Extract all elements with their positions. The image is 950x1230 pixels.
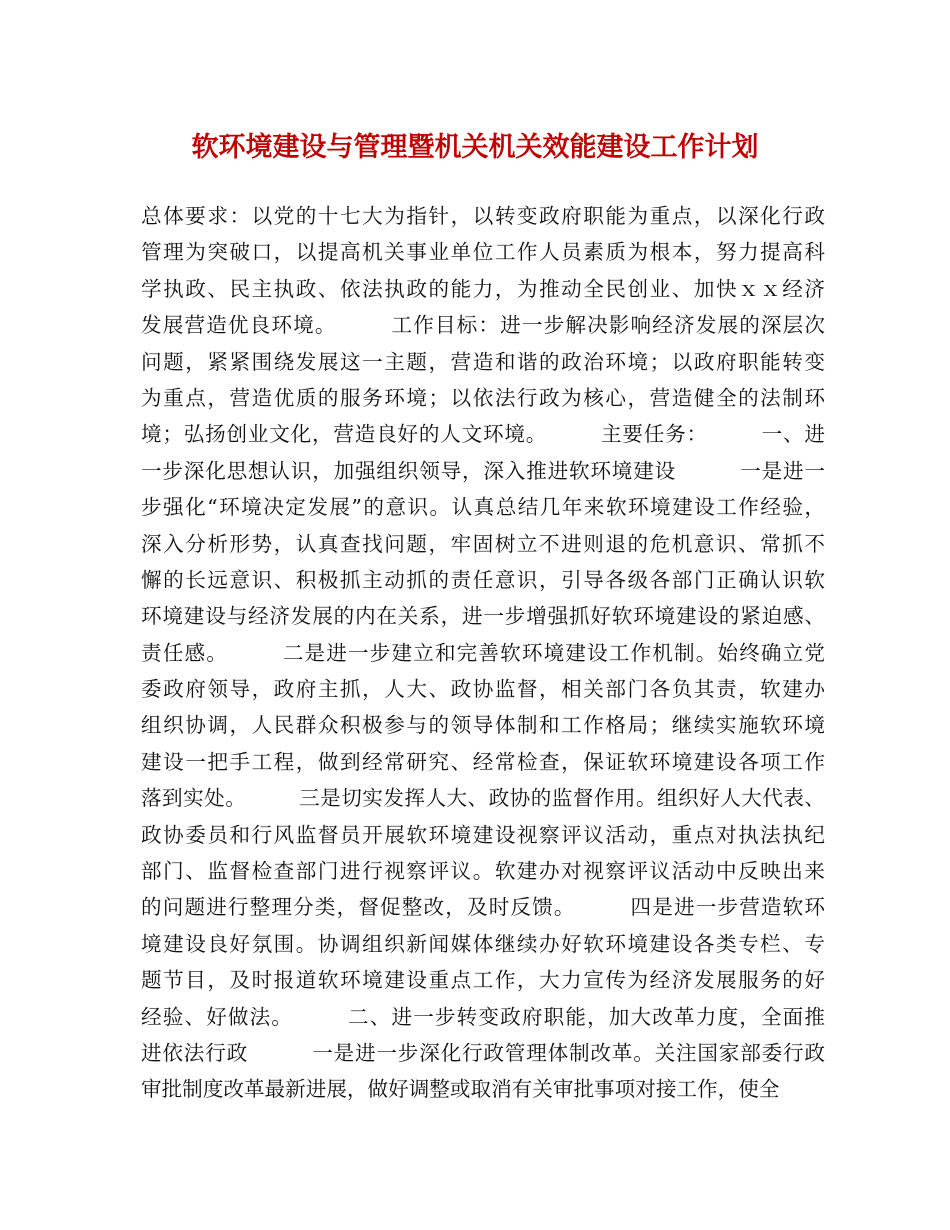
body-line: 责任感。 二是进一步建立和完善软环境建设工作机制。始终确立党 [141,640,825,665]
body-line: 部门、监督检查部门进行视察评议。软建办对视察评议活动中反映出来 [141,859,825,884]
body-line: 环境建设与经济发展的内在关系，进一步增强抓好软环境建设的紧迫感、 [141,604,825,629]
body-line: 为重点，营造优质的服务环境；以依法行政为核心，营造健全的法制环 [141,385,825,410]
body-line: 的问题进行整理分类，督促整改，及时反馈。 四是进一步营造软环 [141,895,825,920]
body-line: 学执政、民主执政、依法执政的能力，为推动全民创业、加快ｘｘ经济 [141,276,825,301]
body-line: 管理为突破口，以提高机关事业单位工作人员素质为根本，努力提高科 [141,240,825,265]
document-title: 软环境建设与管理暨机关机关效能建设工作计划 [191,132,759,163]
body-line: 落到实处。 三是切实发挥人大、政协的监督作用。组织好人大代表、 [141,786,825,811]
body-line: 懈的长远意识、积极抓主动抓的责任意识，引导各级各部门正确认识软 [141,567,825,592]
body-line: 进依法行政 一是进一步深化行政管理体制改革。关注国家部委行政 [141,1040,825,1065]
body-line: 审批制度改革最新进展，做好调整或取消有关审批事项对接工作，使全 [141,1077,780,1102]
body-line: 一步深化思想认识，加强组织领导，深入推进软环境建设 一是进一 [141,458,825,483]
body-line: 发展营造优良环境。 工作目标：进一步解决影响经济发展的深层次 [141,313,825,338]
body-line: 组织协调，人民群众积极参与的领导体制和工作格局；继续实施软环境 [141,713,825,738]
document-body [141,198,825,1108]
body-line: 政协委员和行风监督员开展软环境建设视察评议活动，重点对执法执纪 [141,822,825,847]
body-line: 经验、好做法。 二、进一步转变政府职能，加大改革力度，全面推 [141,1004,825,1029]
body-line: 建设一把手工程，做到经常研究、经常检查，保证软环境建设各项工作 [141,749,825,774]
body-line: 题节目，及时报道软环境建设重点工作，大力宣传为经济发展服务的好 [141,968,825,993]
body-line: 境建设良好氛围。协调组织新闻媒体继续办好软环境建设各类专栏、专 [141,931,825,956]
body-line: 问题，紧紧围绕发展这一主题，营造和谐的政治环境；以政府职能转变 [141,349,825,374]
body-line: 境；弘扬创业文化，营造良好的人文环境。 主要任务： 一、进 [141,422,825,447]
body-line: 步强化“环境决定发展”的意识。认真总结几年来软环境建设工作经验， [141,495,825,520]
body-line: 委政府领导，政府主抓，人大、政协监督，相关部门各负其责，软建办 [141,677,825,702]
body-line: 深入分析形势，认真查找问题，牢固树立不进则退的危机意识、常抓不 [141,531,825,556]
body-line: 总体要求：以党的十七大为指针，以转变政府职能为重点，以深化行政 [141,204,825,228]
